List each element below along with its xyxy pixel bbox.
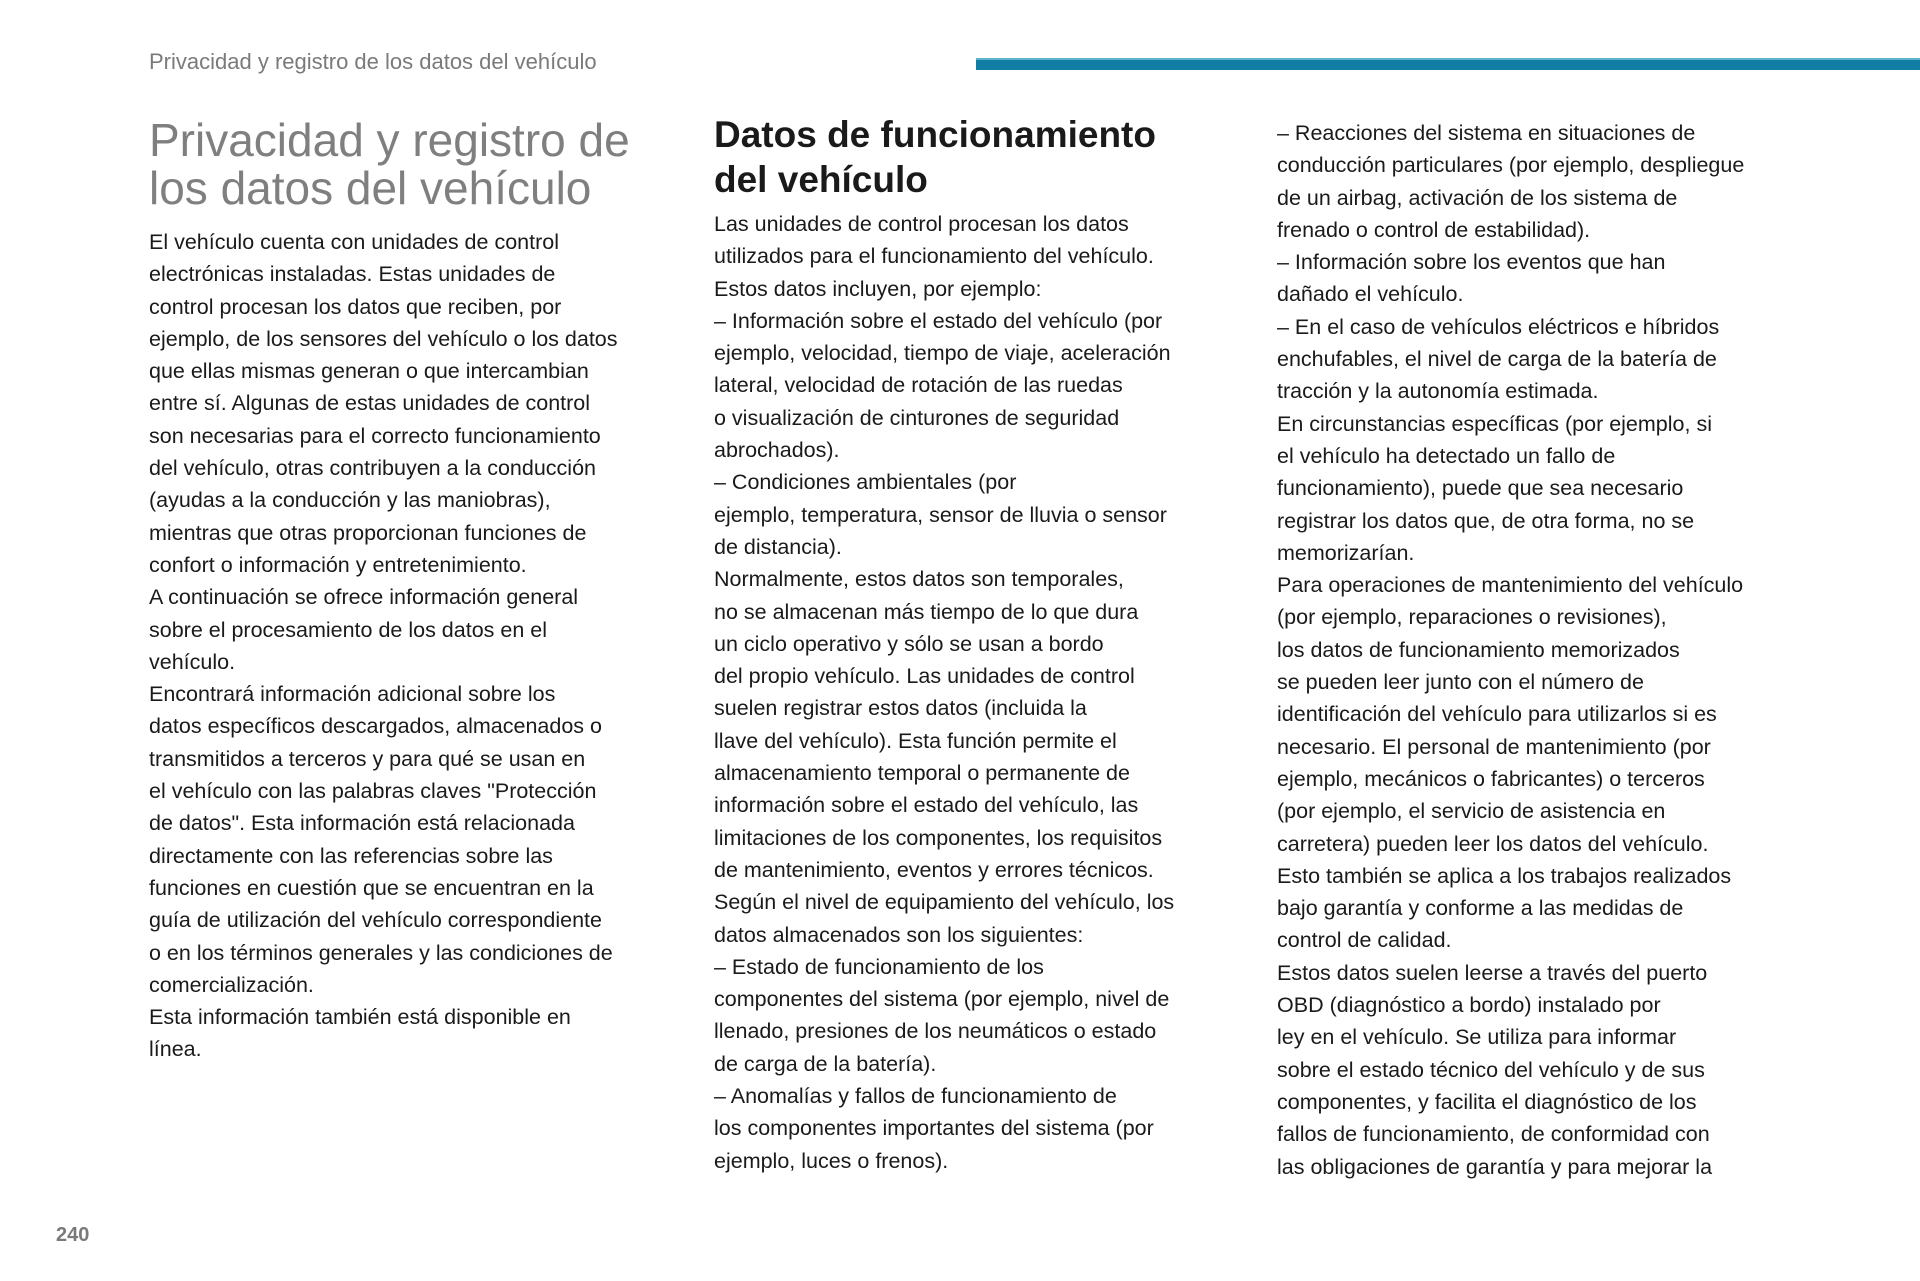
text-line: ejemplo, luces o frenos). bbox=[714, 1148, 949, 1173]
text-line: comercialización. bbox=[149, 972, 314, 997]
text-line: vehículo. bbox=[149, 649, 236, 674]
text-line: Estos datos suelen leerse a través del puerto bbox=[1277, 960, 1708, 985]
text-line: el vehículo con las palabras claves "Protección bbox=[149, 779, 597, 804]
text-line: datos almacenados son los siguientes: bbox=[714, 922, 1084, 947]
text-line: A continuación se ofrece información general bbox=[149, 585, 579, 610]
text-line: Esto también se aplica a los trabajos realizados bbox=[1277, 863, 1732, 888]
text-line: de datos". Esta información está relacionada bbox=[149, 811, 575, 836]
text-line: funciones en cuestión que se encuentran en la bbox=[149, 875, 594, 900]
text-line: llave del vehículo). Esta función permite el bbox=[714, 728, 1117, 753]
text-line: enchufables, el nivel de carga de la batería de bbox=[1277, 347, 1717, 372]
text-line: componentes del sistema (por ejemplo, nivel de bbox=[714, 987, 1170, 1012]
text-line: – Condiciones ambientales (por bbox=[714, 470, 1017, 495]
text-line: de carga de la batería). bbox=[714, 1051, 937, 1076]
text-line: entre sí. Algunas de estas unidades de control bbox=[149, 391, 591, 416]
text-line: transmitidos a terceros y para qué se usan en bbox=[149, 746, 586, 771]
text-line: o en los términos generales y las condiciones de bbox=[149, 940, 613, 965]
text-line: – Estado de funcionamiento de los bbox=[714, 954, 1044, 979]
text-line: tracción y la autonomía estimada. bbox=[1277, 379, 1599, 404]
text-line: dañado el vehículo. bbox=[1277, 282, 1464, 307]
page-title-line: los datos del vehículo bbox=[149, 162, 592, 214]
text-line: de distancia). bbox=[714, 534, 842, 559]
text-line: abrochados). bbox=[714, 438, 840, 463]
text-line: OBD (diagnóstico a bordo) instalado por bbox=[1277, 993, 1661, 1018]
text-line: o visualización de cinturones de seguridad bbox=[714, 405, 1120, 430]
column-1-body bbox=[149, 226, 689, 1066]
text-line: sobre el estado técnico del vehículo y de sus bbox=[1277, 1057, 1705, 1082]
text-line: no se almacenan más tiempo de lo que dura bbox=[714, 599, 1139, 624]
text-line: información sobre el estado del vehículo, las bbox=[714, 793, 1139, 818]
section-heading-line: del vehículo bbox=[714, 159, 928, 200]
section-heading bbox=[714, 112, 1254, 202]
text-line: Las unidades de control procesan los datos bbox=[714, 212, 1129, 236]
text-line: frenado o control de estabilidad). bbox=[1277, 217, 1591, 242]
text-line: bajo garantía y conforme a las medidas de bbox=[1277, 896, 1684, 921]
text-line: Estos datos incluyen, por ejemplo: bbox=[714, 276, 1042, 301]
text-line: – Reacciones del sistema en situaciones de bbox=[1277, 121, 1696, 145]
text-line: necesario. El personal de mantenimiento (por bbox=[1277, 734, 1711, 759]
column-1 bbox=[149, 116, 689, 1066]
column-2-body bbox=[714, 208, 1254, 1177]
text-line: identificación del vehículo para utilizarlos si es bbox=[1277, 702, 1717, 727]
text-line: son necesarias para el correcto funcionamiento bbox=[149, 423, 601, 448]
text-line: El vehículo cuenta con unidades de control bbox=[149, 230, 559, 254]
text-line: componentes, y facilita el diagnóstico de los bbox=[1277, 1089, 1697, 1114]
text-line: del propio vehículo. Las unidades de control bbox=[714, 664, 1135, 689]
page-title bbox=[149, 116, 689, 212]
text-line: ejemplo, mecánicos o fabricantes) o terceros bbox=[1277, 766, 1705, 791]
column-3 bbox=[1277, 117, 1837, 1183]
text-line: sobre el procesamiento de los datos en el bbox=[149, 617, 547, 642]
text-line: Esta información también está disponible en bbox=[149, 1005, 571, 1030]
column-2 bbox=[714, 112, 1254, 1177]
text-line: Para operaciones de mantenimiento del vehículo bbox=[1277, 573, 1744, 598]
text-line: carretera) pueden leer los datos del vehículo. bbox=[1277, 831, 1709, 856]
text-line: el vehículo ha detectado un fallo de bbox=[1277, 443, 1616, 468]
text-line: almacenamiento temporal o permanente de bbox=[714, 761, 1130, 786]
text-line: – En el caso de vehículos eléctricos e híbridos bbox=[1277, 314, 1720, 339]
text-line: limitaciones de los componentes, los requisitos bbox=[714, 825, 1163, 850]
text-line: guía de utilización del vehículo correspondiente bbox=[149, 908, 602, 933]
text-line: línea. bbox=[149, 1037, 202, 1062]
header-accent-bar bbox=[976, 58, 1920, 70]
text-line: (por ejemplo, reparaciones o revisiones), bbox=[1277, 605, 1667, 630]
text-line: electrónicas instaladas. Estas unidades de bbox=[149, 262, 556, 287]
text-line: directamente con las referencias sobre las bbox=[149, 843, 553, 868]
text-line: suelen registrar estos datos (incluida la bbox=[714, 696, 1087, 721]
text-line: control de calidad. bbox=[1277, 928, 1452, 953]
text-line: fallos de funcionamiento, de conformidad con bbox=[1277, 1122, 1710, 1147]
section-heading-line: Datos de funcionamiento bbox=[714, 114, 1156, 155]
text-line: (por ejemplo, el servicio de asistencia en bbox=[1277, 799, 1666, 824]
text-line: funcionamiento), puede que sea necesario bbox=[1277, 476, 1684, 501]
page-title-line: Privacidad y registro de bbox=[149, 114, 630, 166]
text-line: – Información sobre el estado del vehículo (por bbox=[714, 308, 1163, 333]
text-line: Según el nivel de equipamiento del vehículo, los bbox=[714, 890, 1175, 915]
text-line: utilizados para el funcionamiento del vehículo. bbox=[714, 244, 1154, 269]
text-line: del vehículo, otras contribuyen a la conducción bbox=[149, 456, 596, 481]
text-line: de un airbag, activación de los sistema de bbox=[1277, 185, 1678, 210]
page-number: 240 bbox=[56, 1224, 90, 1246]
text-line: conducción particulares (por ejemplo, despliegue bbox=[1277, 153, 1745, 178]
text-line: los componentes importantes del sistema (por bbox=[714, 1116, 1154, 1141]
text-line: que ellas mismas generan o que intercambian bbox=[149, 359, 589, 384]
text-line: las obligaciones de garantía y para mejorar la bbox=[1277, 1154, 1713, 1179]
text-line: ejemplo, temperatura, sensor de lluvia o sensor bbox=[714, 502, 1167, 527]
text-line: lateral, velocidad de rotación de las ruedas bbox=[714, 373, 1123, 398]
text-line: un ciclo operativo y sólo se usan a bordo bbox=[714, 631, 1104, 656]
text-line: memorizarían. bbox=[1277, 540, 1415, 565]
text-line: ejemplo, velocidad, tiempo de viaje, aceleración bbox=[714, 341, 1171, 366]
text-line: registrar los datos que, de otra forma, no se bbox=[1277, 508, 1695, 533]
text-line: – Información sobre los eventos que han bbox=[1277, 250, 1666, 275]
text-line: datos específicos descargados, almacenados o bbox=[149, 714, 602, 739]
text-line: Encontrará información adicional sobre los bbox=[149, 682, 556, 707]
text-line: (ayudas a la conducción y las maniobras), bbox=[149, 488, 551, 513]
text-line: mientras que otras proporcionan funciones de bbox=[149, 520, 587, 545]
text-line: Normalmente, estos datos son temporales, bbox=[714, 567, 1124, 592]
running-header: Privacidad y registro de los datos del vehículo bbox=[149, 49, 597, 74]
text-line: los datos de funcionamiento memorizados bbox=[1277, 637, 1680, 662]
column-3-body bbox=[1277, 117, 1837, 1183]
text-line: llenado, presiones de los neumáticos o estado bbox=[714, 1019, 1157, 1044]
text-line: se pueden leer junto con el número de bbox=[1277, 670, 1644, 695]
text-line: control procesan los datos que reciben, por bbox=[149, 294, 562, 319]
text-line: confort o información y entretenimiento. bbox=[149, 552, 527, 577]
text-line: ley en el vehículo. Se utiliza para informar bbox=[1277, 1025, 1677, 1050]
text-line: ejemplo, de los sensores del vehículo o los datos bbox=[149, 326, 618, 351]
text-line: de mantenimiento, eventos y errores técnicos. bbox=[714, 857, 1154, 882]
text-line: En circunstancias específicas (por ejemplo, si bbox=[1277, 411, 1712, 436]
text-line: – Anomalías y fallos de funcionamiento de bbox=[714, 1084, 1117, 1109]
